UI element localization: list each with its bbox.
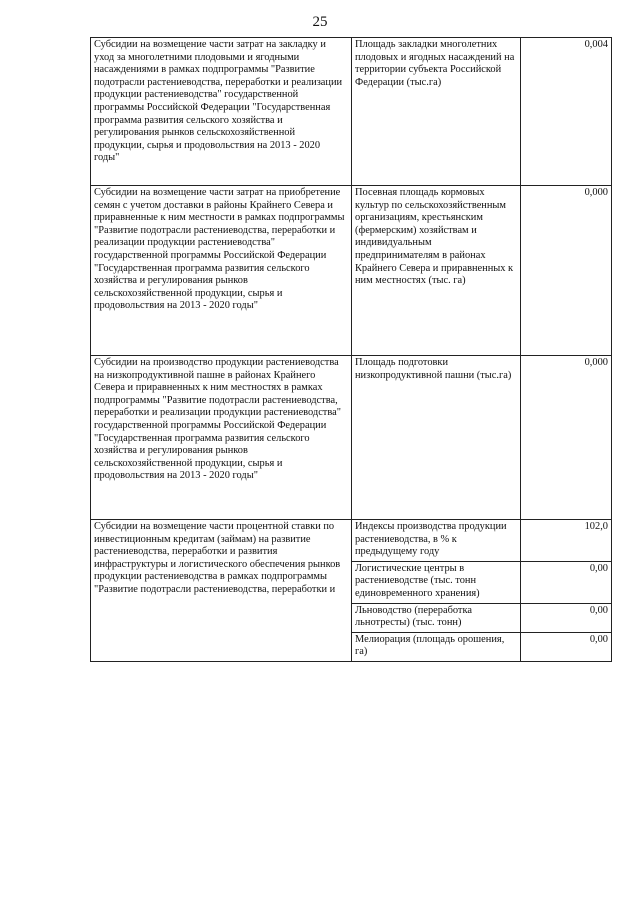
value-cell: 0,00 — [521, 561, 612, 603]
value-cell: 102,0 — [521, 520, 612, 562]
indicator-cell: Льноводство (переработка льнотресты) (тыс. тонн) — [352, 603, 521, 632]
table-row — [91, 356, 612, 520]
subsidy-cell: Субсидии на возмещение части затрат на приобретение семян с учетом доставки в районы Крайнего Севера и приравненные к ним местности в рамках подпрограммы "Развитие подотрасли растениеводства, переработки и реализации продукции растениеводства" государственной программы Российской Федерации "Государственная программа развития сельского хозяйства и регулирования рынков сельскохозяйственной продукции, сырья и продовольствия на 2013 - 2020 годы" — [91, 186, 352, 356]
subsidy-table — [90, 37, 612, 662]
table-row — [91, 38, 612, 186]
table-row — [91, 520, 612, 562]
value-cell: 0,00 — [521, 632, 612, 661]
indicator-cell: Индексы производства продукции растениеводства, в % к предыдущему году — [352, 520, 521, 562]
indicator-cell: Площадь закладки многолетних плодовых и ягодных насаждений на территории субъекта Российской Федерации (тыс.га) — [352, 38, 521, 186]
indicator-cell: Мелиорация (площадь орошения, га) — [352, 632, 521, 661]
value-cell: 0,000 — [521, 186, 612, 356]
table-row — [91, 186, 612, 356]
indicator-cell: Площадь подготовки низкопродуктивной пашни (тыс.га) — [352, 356, 521, 520]
indicator-cell: Посевная площадь кормовых культур по сельскохозяйственным организациям, крестьянским (фермерским) хозяйствам и индивидуальным предпринимателям в районах Крайнего Севера и приравненных к ним местностях (тыс. га) — [352, 186, 521, 356]
indicator-cell: Логистические центры в растениеводстве (тыс. тонн единовременного хранения) — [352, 561, 521, 603]
value-cell: 0,004 — [521, 38, 612, 186]
subsidy-cell: Субсидии на возмещение части затрат на закладку и уход за многолетними плодовыми и ягодными насаждениями в рамках подпрограммы "Развитие подотрасли растениеводства, переработки и реализации продукции растениеводства" государственной программы Российской Федерации "Государственная программа развития сельского хозяйства и регулирования рынков сельскохозяйственной продукции, сырья и продовольствия на 2013 - 2020 годы" — [91, 38, 352, 186]
value-cell: 0,000 — [521, 356, 612, 520]
subsidy-cell: Субсидии на производство продукции растениеводства на низкопродуктивной пашне в районах Крайнего Севера и приравненных к ним местностях в рамках подпрограммы "Развитие подотрасли растениеводства, переработки и реализации продукции растениеводства" государственной программы Российской Федерации "Государственная программа развития сельского хозяйства и регулирования рынков сельскохозяйственной продукции, сырья и продовольствия на 2013 - 2020 годы" — [91, 356, 352, 520]
subsidy-cell: Субсидии на возмещение части процентной ставки по инвестиционным кредитам (займам) на развитие растениеводства, переработки и развития инфраструктуры и логистического обеспечения рынков продукции растениеводства в рамках подпрограммы "Развитие подотрасли растениеводства, переработки и — [91, 520, 352, 662]
page-number: 25 — [312, 14, 328, 30]
value-cell: 0,00 — [521, 603, 612, 632]
